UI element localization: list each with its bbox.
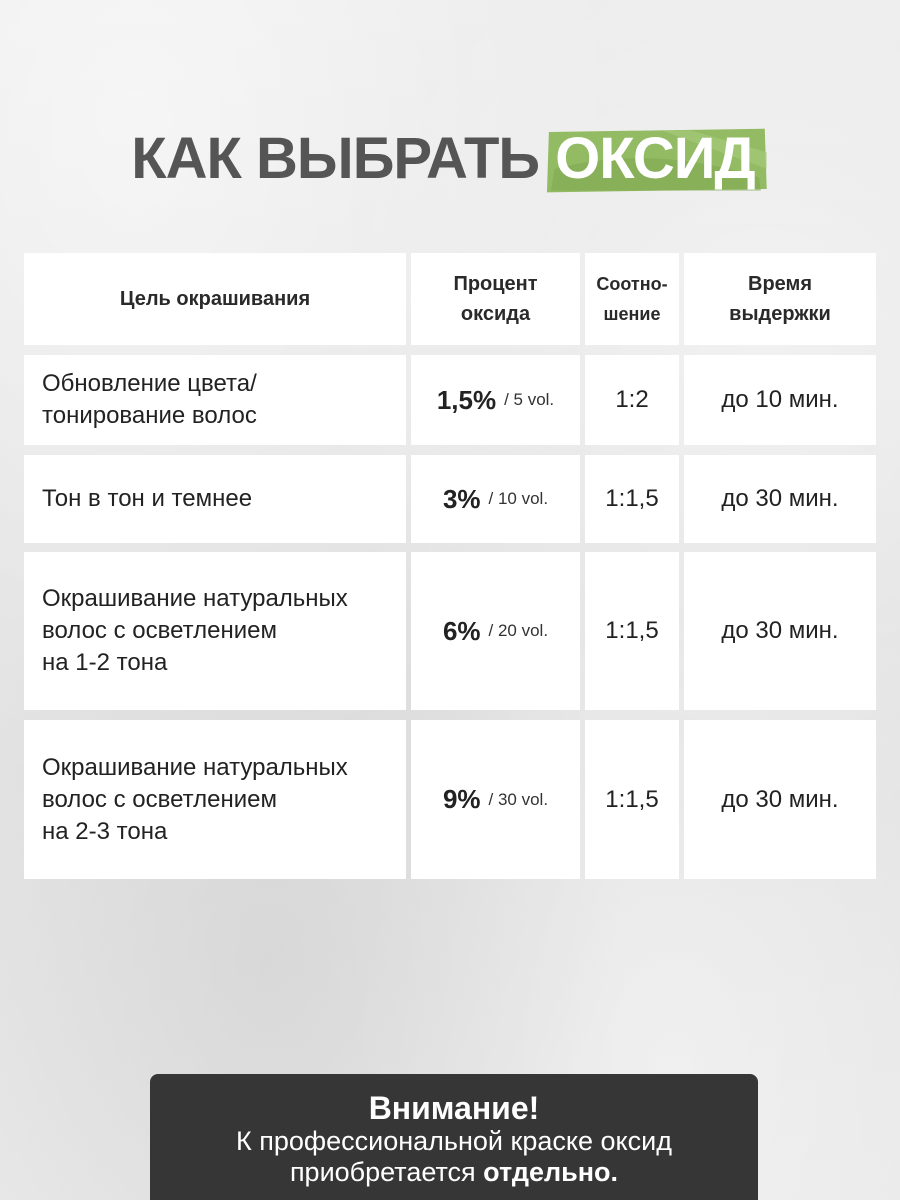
row-ratio xyxy=(585,552,679,710)
header-ratio-line2: шение xyxy=(603,304,661,324)
table-row xyxy=(24,355,876,445)
percent-value: 1,5% xyxy=(436,384,497,415)
header-percent-line2: оксида xyxy=(460,303,531,325)
table-row xyxy=(24,455,876,543)
header-goal xyxy=(24,253,406,345)
goal-line: Окрашивание натуральных xyxy=(42,753,348,781)
vol-value: / 20 vol. xyxy=(488,621,549,640)
header-time xyxy=(684,253,876,345)
vol-value: / 10 vol. xyxy=(488,489,549,508)
row-ratio xyxy=(585,720,679,879)
row-time xyxy=(684,720,876,879)
row-time xyxy=(684,355,876,445)
goal-line: Окрашивание натуральных xyxy=(42,585,348,612)
table-row xyxy=(24,720,876,879)
header-percent-line1: Процент xyxy=(453,273,538,295)
header-percent xyxy=(411,253,580,345)
row-ratio xyxy=(585,455,679,543)
ratio-value: 1:2 xyxy=(615,386,649,413)
row-percent xyxy=(411,455,580,543)
notice-line2 xyxy=(150,1157,758,1188)
time-value: до 30 мин. xyxy=(721,617,839,644)
title-part-highlight xyxy=(545,125,769,192)
row-ratio xyxy=(585,355,679,445)
percent-value: 3% xyxy=(442,483,481,514)
time-value: до 30 мин. xyxy=(721,785,839,813)
header-time-line2: выдержки xyxy=(729,303,831,325)
attention-notice xyxy=(150,1074,758,1200)
title-part-green: ОКСИД xyxy=(555,125,755,191)
time-value: до 10 мин. xyxy=(721,386,839,413)
ratio-value: 1:1,5 xyxy=(605,485,659,512)
notice-line2-prefix: приобретается xyxy=(289,1157,484,1187)
notice-line2-bold: отдельно. xyxy=(483,1157,619,1187)
header-ratio xyxy=(585,253,679,345)
table-header-row xyxy=(24,253,876,345)
goal-line: на 1-2 тона xyxy=(42,649,168,676)
goal-line: волос с осветлением xyxy=(42,785,277,813)
title-part-dark: КАК ВЫБРАТЬ xyxy=(131,125,540,191)
row-percent xyxy=(411,720,580,879)
vol-value: / 30 vol. xyxy=(488,789,549,809)
vol-value: / 5 vol. xyxy=(504,390,555,409)
row-goal xyxy=(24,455,406,543)
header-time-line1: Время xyxy=(748,273,812,295)
row-percent xyxy=(411,355,580,445)
page-title xyxy=(0,118,900,198)
row-goal xyxy=(24,720,406,879)
goal-line: на 2-3 тона xyxy=(42,817,168,845)
header-goal-label: Цель окрашивания xyxy=(119,288,311,310)
goal-line: волос с осветлением xyxy=(42,617,277,644)
table-row xyxy=(24,552,876,710)
time-value: до 30 мин. xyxy=(721,485,839,512)
goal-line: Обновление цвета/ xyxy=(42,370,257,397)
row-goal xyxy=(24,552,406,710)
goal-line: тонирование волос xyxy=(42,402,257,429)
notice-title: Внимание! xyxy=(368,1090,540,1126)
row-time xyxy=(684,455,876,543)
row-time xyxy=(684,552,876,710)
notice-line1: К профессиональной краске оксид xyxy=(236,1126,672,1156)
goal-line: Тон в тон и темнее xyxy=(42,485,253,512)
percent-value: 9% xyxy=(442,784,481,814)
row-percent xyxy=(411,552,580,710)
percent-value: 6% xyxy=(442,615,481,646)
ratio-value: 1:1,5 xyxy=(605,785,659,813)
ratio-value: 1:1,5 xyxy=(605,617,659,644)
row-goal xyxy=(24,355,406,445)
header-ratio-line1: Соотно- xyxy=(596,274,668,294)
